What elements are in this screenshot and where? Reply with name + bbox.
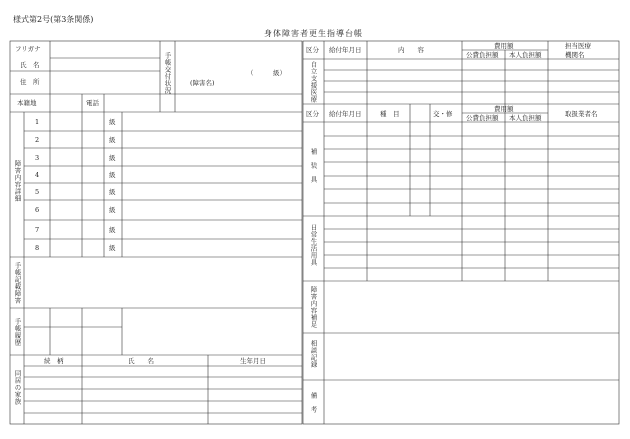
family-label: 同居の家族	[13, 370, 22, 405]
furigana-label: フリガナ	[15, 45, 41, 53]
shumoku-header: 種 目	[380, 110, 400, 118]
row-kyu: 級	[109, 206, 116, 214]
left-frame	[10, 41, 302, 424]
row-num: 4	[35, 171, 40, 179]
naiyou-header: 内 容	[398, 46, 424, 54]
birth-header: 生年月日	[240, 357, 266, 365]
self-share-header: 本人負担額	[509, 51, 542, 59]
hiyou-header: 費用額	[494, 105, 514, 113]
kyufu-date-header: 給付年月日	[329, 46, 362, 54]
hosougu-label: 補 装 具	[309, 148, 318, 183]
public-share-header: 公費負担額	[466, 51, 499, 59]
row-num: 6	[35, 206, 40, 214]
disability-detail-label: 障害内容詳細	[13, 160, 22, 202]
row-num: 5	[35, 188, 40, 196]
consult-label: 相談記録	[309, 340, 318, 368]
right-frame	[303, 41, 619, 424]
row-kyu: 級	[109, 118, 116, 126]
disability-name-label: (障害名)	[190, 79, 215, 87]
doctor-header: 担当医療	[565, 42, 591, 50]
dealer-header: 取扱業者名	[565, 110, 598, 118]
address-label: 住 所	[20, 78, 40, 86]
row-kyu: 級	[109, 154, 116, 162]
form-number: 様式第2号(第3条関係)	[13, 15, 94, 24]
row-kyu: 級	[109, 136, 116, 144]
kyufu-date-header: 給付年月日	[329, 110, 362, 118]
row-num: 2	[35, 136, 40, 144]
remarks-label: 備 考	[309, 392, 318, 413]
institution-header: 機関名	[565, 51, 585, 59]
relation-header: 続 柄	[44, 357, 64, 365]
kubun-header: 区分	[306, 110, 319, 118]
techo-status-label: 手帳交付状況	[163, 52, 172, 94]
row-num: 8	[35, 244, 40, 252]
phone-label: 電話	[86, 99, 99, 107]
jiritsu-label: 自立支援医療	[309, 61, 318, 103]
row-num: 7	[35, 226, 40, 234]
self-share-header: 本人負担額	[509, 114, 542, 122]
row-num: 1	[35, 118, 40, 126]
nichijo-label: 日常生活用具	[309, 224, 318, 266]
techo-history-label: 手帳履歴	[13, 318, 22, 346]
honseki-label: 本籍地	[17, 99, 37, 107]
row-num: 3	[35, 154, 40, 162]
name-label: 氏 名	[20, 61, 40, 69]
hiyou-header: 費用額	[494, 42, 514, 50]
family-name-header: 氏 名	[128, 357, 154, 365]
row-kyu: 級	[109, 244, 116, 252]
page-title: 身体障害者更生指導台帳	[264, 29, 363, 38]
supplement-label: 障害内容補足	[309, 286, 318, 328]
row-kyu: 級	[109, 226, 116, 234]
row-kyu: 級	[109, 188, 116, 196]
grade-paren: （ 級）	[247, 69, 286, 77]
row-kyu: 級	[109, 171, 116, 179]
kou-shu-header: 交・修	[433, 110, 453, 118]
public-share-header: 公費負担額	[466, 114, 499, 122]
techo-record-label: 手帳記載障害	[13, 262, 22, 304]
kubun-header: 区分	[306, 46, 319, 54]
